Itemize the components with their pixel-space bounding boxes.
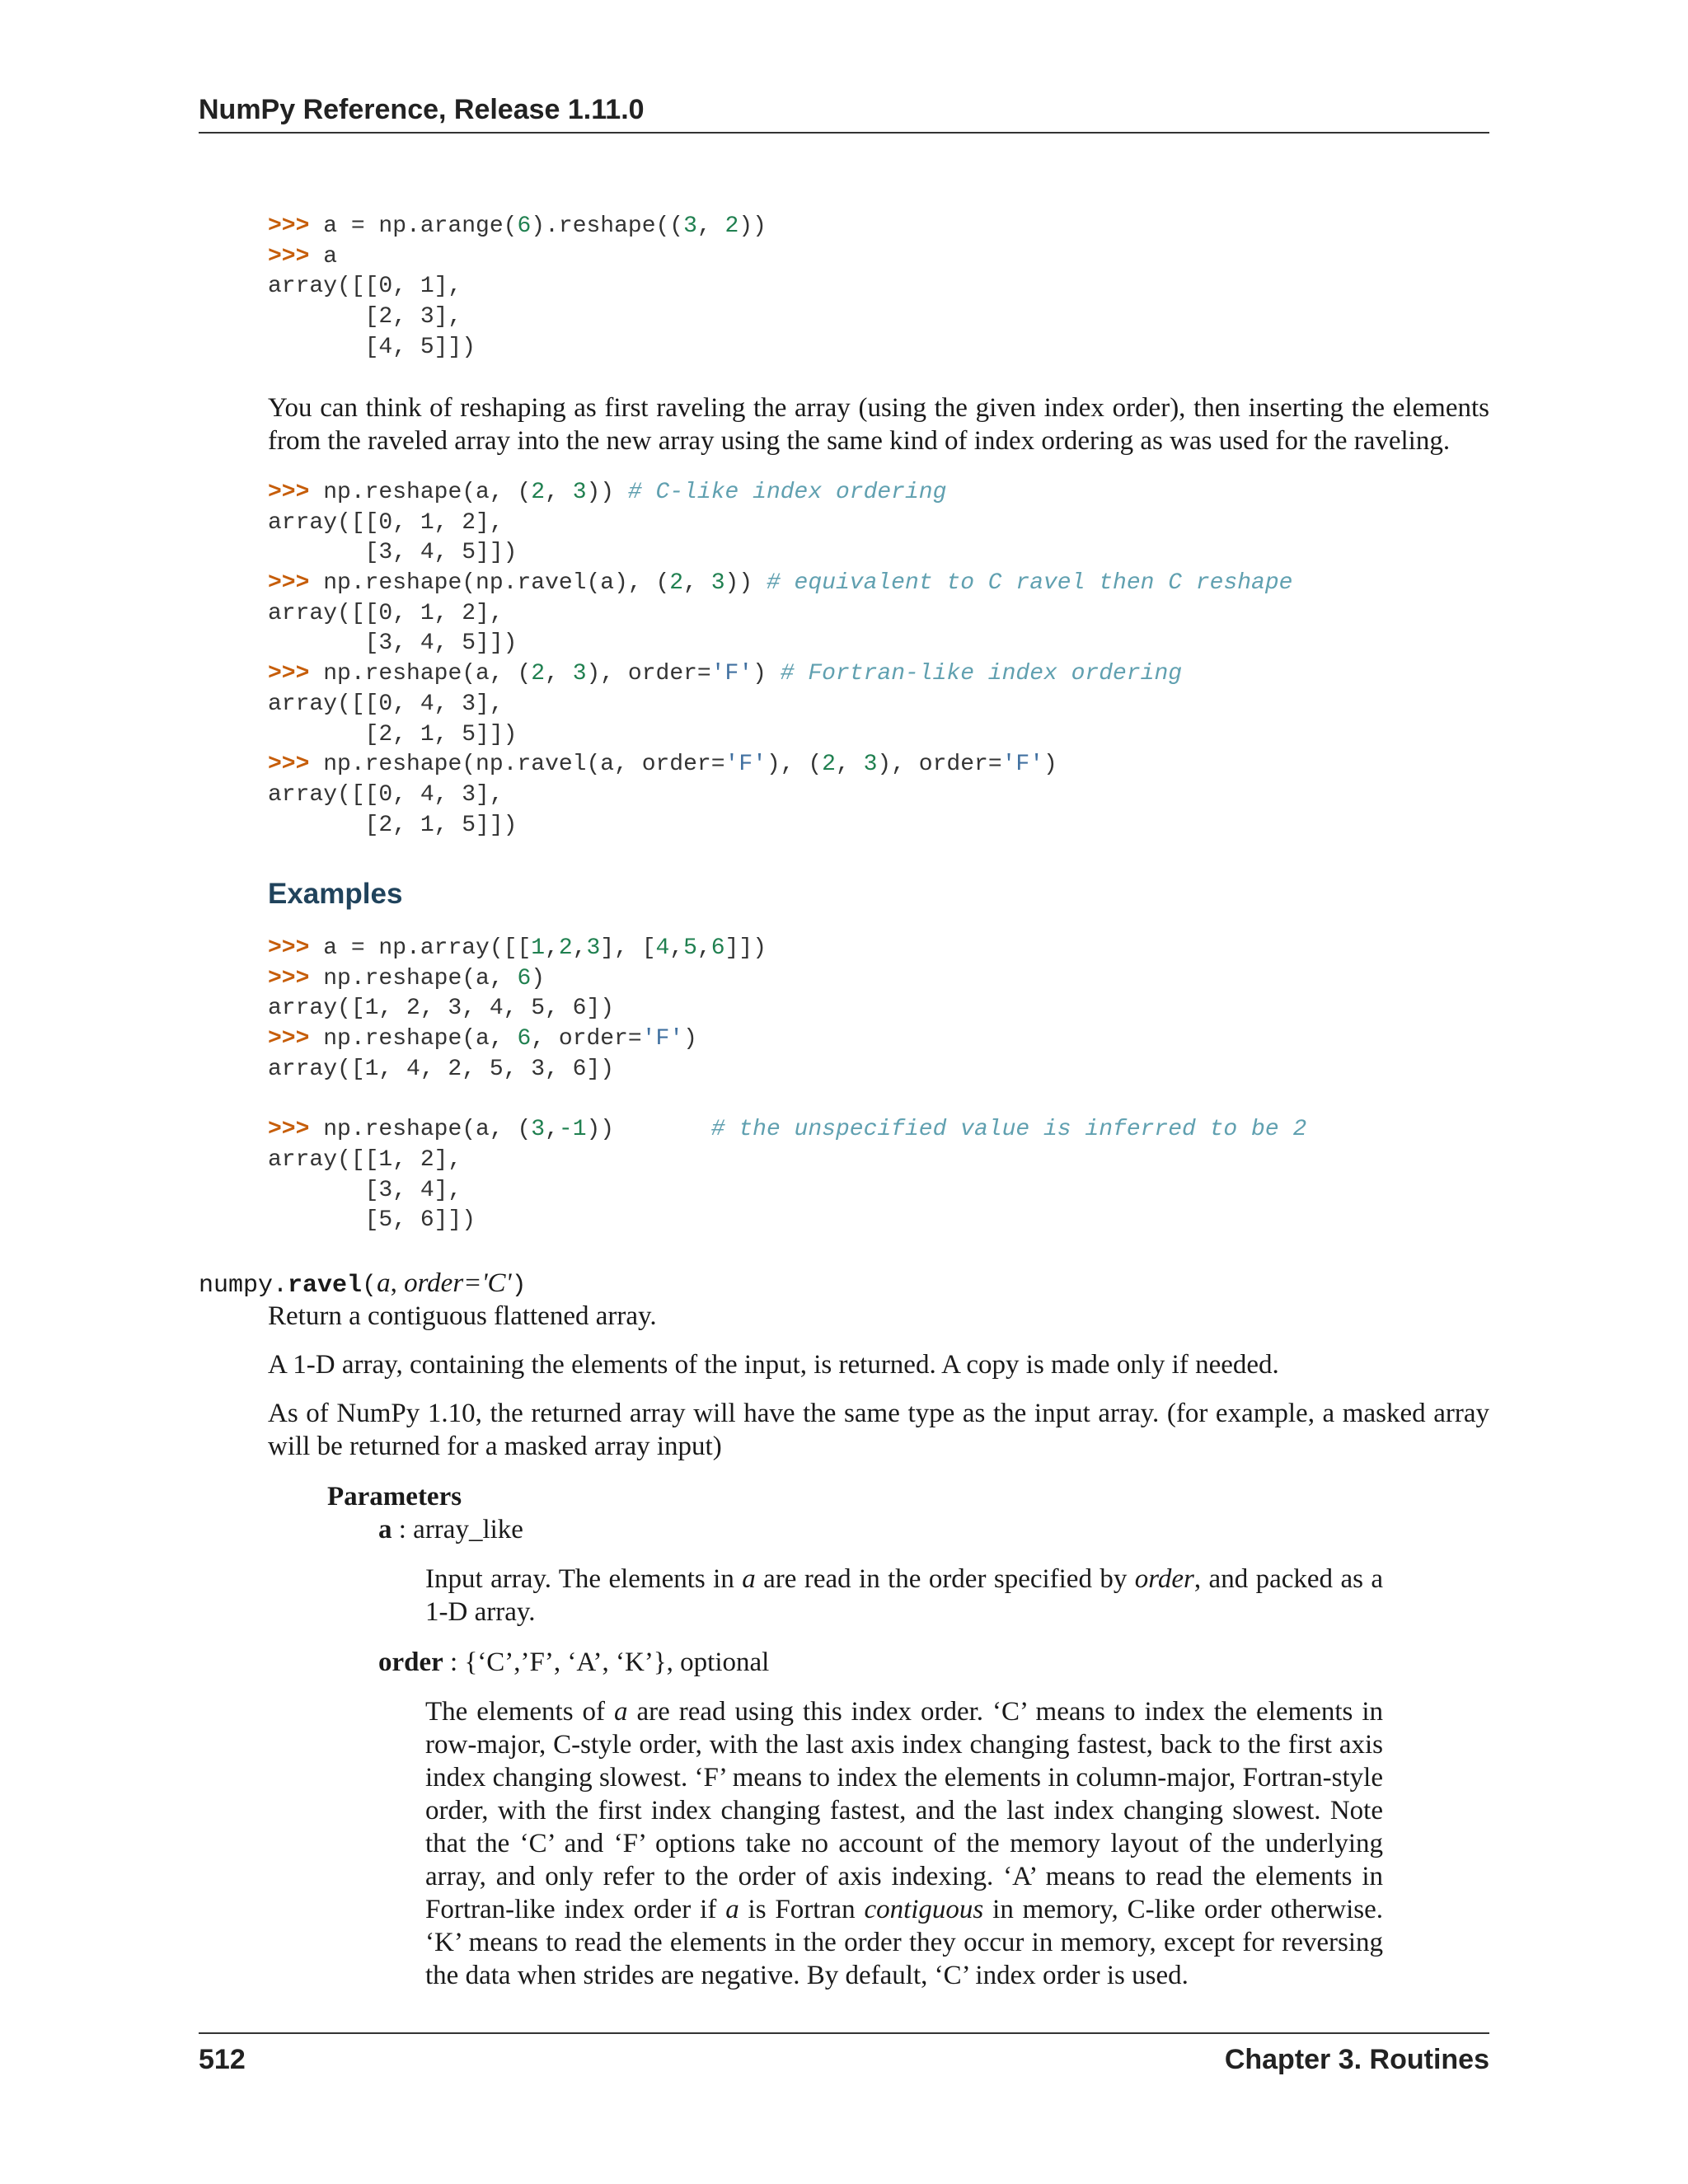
page-number: 512 xyxy=(199,2044,246,2075)
signature-arg-order: order='C' xyxy=(404,1268,512,1298)
code-line: >>> np.reshape(a, (2, 3)) # C-like index ordering xyxy=(268,480,947,505)
code-line: array([[0, 1, 2], xyxy=(268,509,504,536)
code-line: array([[1, 2], xyxy=(268,1146,462,1173)
code-line: >>> np.reshape(a, (2, 3), order='F') # Fortran-like index ordering xyxy=(268,661,1183,687)
param-order-name: order xyxy=(378,1647,443,1677)
code-block-reshape-setup xyxy=(268,212,767,363)
param-a-description: Input array. The elements in a are read in the order specified by order, and packed as a 1-D array. xyxy=(425,1564,1383,1627)
code-line: >>> np.reshape(np.ravel(a), (2, 3)) # equivalent to C ravel then C reshape xyxy=(268,570,1293,597)
param-a xyxy=(378,1513,523,1546)
code-block-examples xyxy=(268,934,1306,1236)
code-blank-line xyxy=(268,1085,1306,1115)
examples-heading: Examples xyxy=(268,878,403,910)
parameters-label: Parameters xyxy=(327,1482,462,1511)
code-line: >>> np.reshape(np.ravel(a, order='F'), (2, 3), order='F') xyxy=(268,752,1057,778)
signature-module: numpy. xyxy=(199,1272,288,1300)
code-line: array([[0, 4, 3], xyxy=(268,781,504,808)
param-a-name: a xyxy=(378,1515,392,1544)
param-a-type: : array_like xyxy=(392,1515,523,1544)
chapter-title: Chapter 3. Routines xyxy=(1224,2044,1489,2075)
code-line: array([1, 4, 2, 5, 3, 6]) xyxy=(268,1056,615,1082)
page-footer xyxy=(199,2032,1489,2075)
ravel-signature: numpy.ravel(a, order='C') xyxy=(199,1268,527,1300)
page-header xyxy=(199,92,1489,134)
reshape-explanation: You can think of reshaping as first raveling the array (using the given index order), then inserting the elements from the raveled array into the new array using the same kind of index ordering as was used for the raveling. xyxy=(268,393,1489,456)
code-line: >>> np.reshape(a, 6) xyxy=(268,965,546,991)
code-line: array([[0, 1], xyxy=(268,274,462,300)
param-order xyxy=(378,1646,769,1679)
code-line: >>> a xyxy=(268,243,338,269)
code-line: >>> a = np.array([[1,2,3], [4,5,6]]) xyxy=(268,935,767,961)
code-line: array([[0, 4, 3], xyxy=(268,691,504,717)
code-line: [3, 4, 5]]) xyxy=(268,630,518,657)
param-order-description: The elements of a are read using this index order. ‘C’ means to index the elements in row-major, C-style order, with the last axis index changing fastest, back to the first axis index changing slowest. ‘F’ means to index the elements in column-major, Fortran-style order, with the first index changing fastest, and the last index changing slowest. Note that the ‘C’ and ‘F’ options take no account of the memory layout of the underlying array, and only refer to the order of axis indexing. ‘A’ means to read the elements in Fortran-like index order if a is Fortran contiguous in memory, C-like order otherwise. ‘K’ means to read the elements in the order they occur in memory, except for reversing the data when strides are negative. By default, ‘C’ index order is used. xyxy=(425,1697,1384,1990)
code-line: [3, 4], xyxy=(268,1177,462,1203)
running-title: NumPy Reference, Release 1.11.0 xyxy=(199,94,645,125)
code-line: >>> a = np.arange(6).reshape((3, 2)) xyxy=(268,213,767,239)
code-block-reshape-order xyxy=(268,478,1292,841)
ravel-description-2: As of NumPy 1.10, the returned array will have the same type as the input array. (for example, a masked array will be returned for a masked array input) xyxy=(268,1399,1489,1461)
signature-function-name: ravel xyxy=(288,1272,363,1300)
code-line: array([[0, 1, 2], xyxy=(268,600,504,626)
code-line: [2, 1, 5]]) xyxy=(268,812,518,838)
code-line: [5, 6]]) xyxy=(268,1207,476,1234)
code-line: [3, 4, 5]]) xyxy=(268,540,518,566)
signature-arg-a: a xyxy=(377,1268,391,1298)
code-line: [4, 5]]) xyxy=(268,334,476,360)
code-line: >>> np.reshape(a, (3,-1)) # the unspecified value is inferred to be 2 xyxy=(268,1117,1307,1143)
param-order-type: : {‘C’,’F’, ‘A’, ‘K’}, optional xyxy=(443,1647,770,1677)
code-line: >>> np.reshape(a, 6, order='F') xyxy=(268,1026,697,1052)
code-line: [2, 1, 5]]) xyxy=(268,721,518,748)
ravel-summary: Return a contiguous flattened array. xyxy=(268,1301,657,1331)
ravel-description-1: A 1-D array, containing the elements of the input, is returned. A copy is made only if needed. xyxy=(268,1350,1279,1380)
code-line: array([1, 2, 3, 4, 5, 6]) xyxy=(268,996,615,1022)
code-line: [2, 3], xyxy=(268,304,462,330)
